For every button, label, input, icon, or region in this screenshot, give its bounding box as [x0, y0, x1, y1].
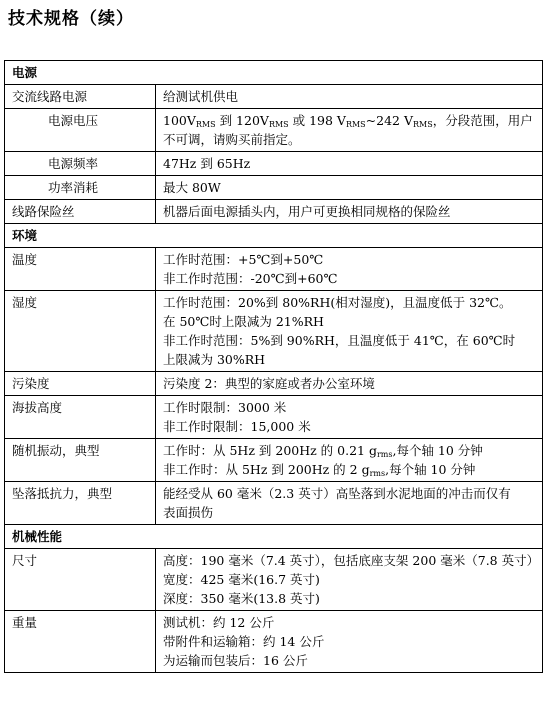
row-label-voltage: 电源电压 — [5, 109, 156, 152]
table-row — [5, 549, 543, 611]
row-label-pollution: 污染度 — [5, 372, 156, 396]
row-label-vibration: 随机振动，典型 — [5, 439, 156, 482]
row-value-fuse: 机器后面电源插头内，用户可更换相同规格的保险丝 — [156, 200, 543, 224]
section-row-mechanical — [5, 525, 543, 549]
table-row — [5, 611, 543, 673]
row-label-fuse: 线路保险丝 — [5, 200, 156, 224]
row-value-vibration: 工作时：从 5Hz 到 200Hz 的 0.21 $g_{rms}$,每个轴 10 分钟 非工作时：从 5Hz 到 200Hz 的 2 $g_{rms}$,每个轴 10 分钟 — [156, 439, 543, 482]
row-value-frequency: 47Hz 到 65Hz — [156, 152, 543, 176]
page-title: 技术规格（续） — [8, 9, 134, 29]
row-value-temperature: 工作时范围：+5℃到+50℃ 非工作时范围：-20℃到+60℃ — [156, 248, 543, 291]
row-value-altitude: 工作时限制：3000 米 非工作时限制：15,000 米 — [156, 396, 543, 439]
spec-table — [4, 60, 543, 673]
section-title-mechanical: 机械性能 — [5, 525, 543, 549]
table-row — [5, 291, 543, 372]
row-value-pollution: 污染度 2：典型的家庭或者办公室环境 — [156, 372, 543, 396]
row-value-voltage: $100V_{RMS}$ 到 $120V_{RMS}$ 或 198 $V_{RMS}\sim 242$ $V_{RMS}$，分段范围，用户不可调，请购买前指定。 — [156, 109, 543, 152]
row-value-ac-power: 给测试机供电 — [156, 85, 543, 109]
row-label-dimensions: 尺寸 — [5, 549, 156, 611]
row-label-altitude: 海拔高度 — [5, 396, 156, 439]
row-label-consumption: 功率消耗 — [5, 176, 156, 200]
table-row — [5, 200, 543, 224]
row-value-shock: 能经受从 60 毫米（2.3 英寸）高坠落到水泥地面的冲击而仅有 表面损伤 — [156, 482, 543, 525]
section-row-power — [5, 61, 543, 85]
row-label-frequency: 电源频率 — [5, 152, 156, 176]
row-label-weight: 重量 — [5, 611, 156, 673]
table-row — [5, 396, 543, 439]
row-value-consumption: 最大 80W — [156, 176, 543, 200]
table-row — [5, 482, 543, 525]
table-row — [5, 176, 543, 200]
row-label-shock: 坠落抵抗力，典型 — [5, 482, 156, 525]
section-title-environment: 环境 — [5, 224, 543, 248]
section-row-environment — [5, 224, 543, 248]
row-value-weight: 测试机：约 12 公斤 带附件和运输箱：约 14 公斤 为运输而包装后：16 公斤 — [156, 611, 543, 673]
table-row — [5, 152, 543, 176]
row-value-humidity: 工作时范围：20%到 80%RH(相对湿度)，且温度低于 32℃。 在 50℃时上限减为 21%RH 非工作时范围：5%到 90%RH，且温度低于 41℃，在 60℃时 上限减为 30%RH — [156, 291, 543, 372]
row-label-temperature: 温度 — [5, 248, 156, 291]
row-value-dimensions: 高度：190 毫米（7.4 英寸），包括底座支架 200 毫米（7.8 英寸） 宽度：425 毫米(16.7 英寸) 深度：350 毫米(13.8 英寸) — [156, 549, 543, 611]
row-label-humidity: 湿度 — [5, 291, 156, 372]
table-row — [5, 109, 543, 152]
table-row — [5, 85, 543, 109]
section-title-power: 电源 — [5, 61, 543, 85]
table-row — [5, 372, 543, 396]
table-row — [5, 439, 543, 482]
row-label-ac-power: 交流线路电源 — [5, 85, 156, 109]
table-row — [5, 248, 543, 291]
